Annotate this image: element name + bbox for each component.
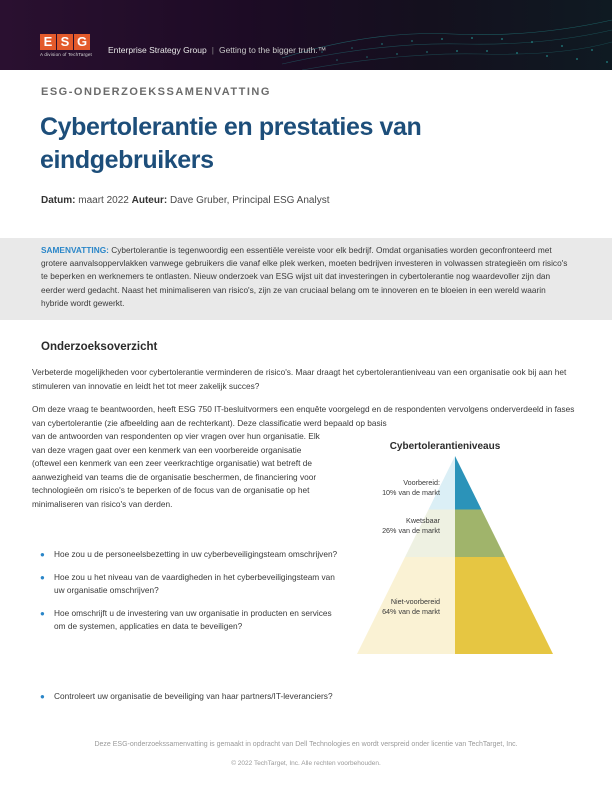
- list-item: [40, 548, 340, 562]
- level-share: 26% van de markt: [382, 526, 440, 535]
- level-name: Voorbereid:: [403, 478, 440, 487]
- summary-text: [41, 244, 571, 310]
- list-item: [40, 690, 434, 704]
- list-item-text: Hoe zou u de personeelsbezetting in uw cyberbeveiligingsteam omschrijven?: [54, 549, 338, 559]
- list-item-text: Hoe omschrijft u de investering van uw organisatie in producten en services om de systemen, applicaties en data te beveiligen?: [54, 607, 332, 632]
- logo-letter-e: E: [40, 34, 56, 50]
- overview-paragraph-3: van de antwoorden van respondenten op vier vragen over hun organisatie. Elk van deze vragen gaat over een kenmerk van een voorbereide organisatie (oftewel een kenmerk van een zeer veerkrachtige organisatie) wat betreft de aanwezigheid van teams die de organisatie beschermen, de financiering voor technologieën om risico's te beperken of de focus van de organisatie op het minimaliseren van risico's van derden.: [32, 431, 320, 509]
- tagline-text: Getting to the bigger truth.™: [218, 45, 327, 55]
- page-header: [0, 0, 612, 70]
- date-label: Datum:: [41, 195, 76, 206]
- document-kicker: ESG-ONDERZOEKSSAMENVATTING: [41, 86, 271, 98]
- level-share: 64% van de markt: [382, 607, 440, 616]
- esg-logo: [40, 34, 92, 57]
- level-name: Niet-voorbereid: [390, 597, 440, 606]
- bullet-icon: ●: [40, 550, 45, 559]
- logo-subtitle: A division of TechTarget: [40, 52, 92, 57]
- level-label-unprepared: [330, 597, 440, 617]
- date-value: maart 2022: [78, 195, 129, 206]
- wave-graphic: [282, 0, 612, 70]
- brand-name: Enterprise Strategy Group: [108, 45, 207, 55]
- level-prepared-right: [455, 456, 481, 509]
- pyramid-chart: [330, 438, 560, 658]
- overview-paragraph-1: Verbeterde mogelijkheden voor cybertolerantie verminderen de risico's. Maar draagt het cybertolerantieniveau van een organisatie ook bij aan het stimuleren van innovatie en leidt het tot meer zakelijk succes?: [32, 367, 567, 391]
- list-item-text: Controleert uw organisatie de beveiliging van haar partners/IT-leveranciers?: [54, 691, 333, 701]
- summary-label: SAMENVATTING:: [41, 245, 109, 255]
- summary-body: Cybertolerantie is tegenwoordig een essentiële vereiste voor elk bedrijf. Omdat organisaties worden geconfronteerd met grotere aanvalsoppervlakken vanwege gebruikers die vanaf elke plek werken, moeten bedrijven investeren in volwassen strategieën om risico's te beperken en werknemers te ontlasten. Nieuw onderzoek van ESG wijst uit dat investeringen in cybertolerantie nog waardevoller zijn dan eerder werd gedacht. Naast het minimaliseren van risico's, zijn ze van cruciaal belang om te innoveren en te bloeien in een wereld waarin hybride wordt gewerkt.: [41, 245, 568, 308]
- author-label: Auteur:: [131, 195, 168, 206]
- bullet-icon: ●: [40, 572, 45, 582]
- list-item: [40, 607, 340, 634]
- tagline-separator: |: [211, 45, 214, 55]
- summary-box: [0, 238, 612, 320]
- brand-tagline: [108, 45, 326, 55]
- overview-paragraph-2: Om deze vraag te beantwoorden, heeft ESG 750 IT-besluitvormers een enquête voorgelegd en de respondenten vervolgens onderverdeeld in fases van cybertolerantie (zie afbeelding aan de rechterkant). Deze classificatie werd bepaald op basis: [32, 404, 575, 428]
- document-meta: [41, 195, 329, 206]
- level-label-prepared: [330, 478, 440, 498]
- level-name: Kwetsbaar: [406, 516, 440, 525]
- level-vulnerable-right: [455, 509, 505, 557]
- section-heading: Onderzoeksoverzicht: [41, 341, 158, 353]
- list-item: [40, 571, 340, 598]
- author-value: Dave Gruber, Principal ESG Analyst: [169, 195, 330, 206]
- bullet-icon: ●: [40, 608, 45, 618]
- level-unprepared-right: [455, 557, 553, 654]
- level-label-vulnerable: [330, 516, 440, 536]
- bullet-icon: ●: [40, 692, 45, 701]
- footer-copyright: © 2022 TechTarget, Inc. Alle rechten voorbehouden.: [231, 760, 381, 767]
- list-item-text: Hoe zou u het niveau van de vaardigheden in het cyberbeveiligingsteam van uw organisatie omschrijven?: [54, 571, 335, 596]
- logo-letter-s: S: [57, 34, 73, 50]
- question-list: [40, 548, 340, 701]
- page-title: Cybertolerantie en prestaties van eindgebruikers: [40, 113, 422, 174]
- footer-license: Deze ESG-onderzoekssamenvatting is gemaakt in opdracht van Dell Technologies en wordt verspreid onder licentie van TechTarget, Inc.: [94, 741, 518, 748]
- pyramid-svg: [330, 438, 560, 658]
- level-share: 10% van de markt: [382, 488, 440, 497]
- chart-title: Cybertolerantieniveaus: [389, 441, 501, 452]
- logo-letter-g: G: [74, 34, 90, 50]
